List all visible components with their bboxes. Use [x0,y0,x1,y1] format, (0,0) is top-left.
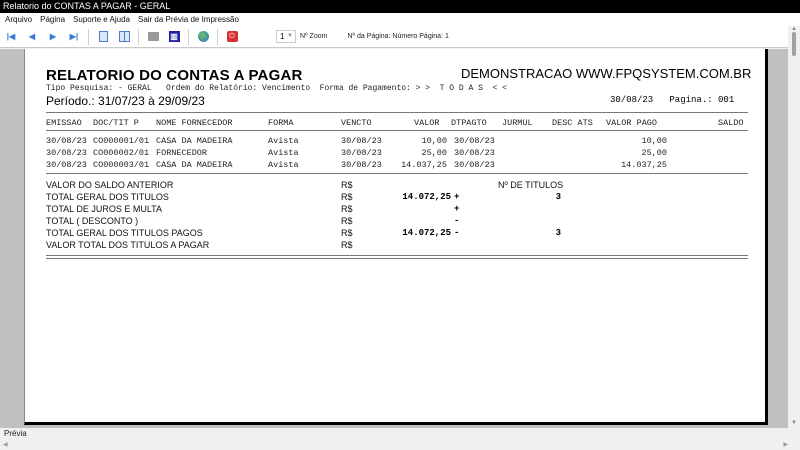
status-bar: Prévia [0,428,800,440]
summary-label: VALOR TOTAL DOS TITULOS A PAGAR [46,240,210,250]
divider [46,112,748,113]
row-valor-pago: 25,00 [641,148,667,158]
row-dtpagto: 30/08/23 [454,136,495,146]
two-pages-icon [119,31,130,42]
row-doc: CO000003/01 [93,160,150,170]
report-filters: Tipo Pesquisa: - GERAL Ordem do Relatório: Vencimento Forma de Pagamento: > > T O D A S < < [46,84,507,93]
col-vencto: VENCTO [341,118,372,128]
single-page-icon [99,31,108,42]
zoom-label: Nº Zoom [300,33,328,40]
row-nome: CASA DA MADEIRA [156,136,233,146]
zoom-select[interactable] [276,30,296,43]
summary-count: 3 [555,228,561,238]
menu-sair-previa[interactable]: Sair da Prévia de Impressão [137,15,239,24]
chevron-down-icon: ▼ [287,33,293,39]
summary-op: - [454,216,460,226]
row-forma: Avista [268,148,299,158]
row-dtpagto: 30/08/23 [454,160,495,170]
divider [46,173,748,174]
count-header: Nº DE TITULOS [498,180,564,190]
menu-bar [0,13,800,26]
arrow-left-icon: ◀ [28,32,36,41]
currency-label: R$ [341,180,353,190]
col-desc: DESC ATS [552,118,593,128]
power-icon: ⏻ [227,31,238,42]
preview-viewport [0,49,788,428]
arrow-right-icon: ▶ [49,32,57,41]
first-page-button[interactable] [4,30,18,44]
previous-page-button[interactable] [25,30,39,44]
report-demo-banner: DEMONSTRACAO WWW.FPQSYSTEM.COM.BR [461,66,752,81]
currency-label: R$ [341,192,353,202]
divider [46,130,748,131]
row-valor: 14.037,25 [401,160,447,170]
globe-icon [198,31,209,42]
currency-label: R$ [341,240,353,250]
close-preview-button[interactable] [225,30,239,44]
row-forma: Avista [268,136,299,146]
last-page-button[interactable] [67,30,81,44]
row-vencto: 30/08/23 [341,136,382,146]
row-nome: FORNECEDOR [156,148,208,158]
row-vencto: 30/08/23 [341,148,382,158]
horizontal-scrollbar[interactable] [0,440,800,450]
export-button[interactable] [196,30,210,44]
col-jurmul: JURMUL [502,118,533,128]
first-page-icon: |◀ [6,32,16,41]
report-title: RELATORIO DO CONTAS A PAGAR [46,67,303,84]
scroll-up-icon[interactable]: ▲ [791,26,797,32]
toolbar-separator [138,29,139,45]
scroll-thumb[interactable] [792,32,796,56]
summary-label: TOTAL ( DESCONTO ) [46,216,139,226]
scroll-left-icon[interactable]: ◀ [3,442,8,448]
currency-label: R$ [341,216,353,226]
summary-value: 14.072,25 [402,192,451,202]
row-doc: CO000001/01 [93,136,150,146]
row-nome: CASA DA MADEIRA [156,160,233,170]
toolbar-separator [188,29,189,45]
summary-label: TOTAL GERAL DOS TITULOS PAGOS [46,228,203,238]
next-page-button[interactable] [46,30,60,44]
row-vencto: 30/08/23 [341,160,382,170]
row-doc: CO000002/01 [93,148,150,158]
menu-suporte-ajuda[interactable]: Suporte e Ajuda [73,15,130,24]
summary-op: - [454,228,460,238]
row-forma: Avista [268,160,299,170]
row-valor-pago: 14.037,25 [621,160,667,170]
vertical-scrollbar[interactable] [788,26,800,428]
col-dtpagto: DTPAGTO [451,118,487,128]
page-number-label: Nº da Página: Número Página: 1 [347,33,449,40]
menu-arquivo[interactable]: Arquivo [5,15,33,24]
col-valor: VALOR [414,118,440,128]
window-title: Relatorio do CONTAS A PAGAR - GERAL [0,0,800,13]
row-valor: 10,00 [421,136,447,146]
row-valor: 25,00 [421,148,447,158]
summary-op: + [454,204,460,214]
summary-label: TOTAL DE JUROS E MULTA [46,204,163,214]
col-saldo: SALDO [718,118,744,128]
report-period: Período.: 31/07/23 à 29/09/23 [46,94,205,108]
report-page [24,49,768,425]
toolbar [0,26,788,48]
col-doc: DOC/TIT P [93,118,139,128]
scroll-right-icon[interactable]: ▶ [783,442,788,448]
single-page-button[interactable] [96,30,110,44]
report-date-page: 30/08/23 Pagina.: 001 [610,95,735,105]
summary-op: + [454,192,460,202]
printer-icon [148,32,159,41]
row-dtpagto: 30/08/23 [454,148,495,158]
summary-count: 3 [555,192,561,202]
zoom-value: 1 [280,32,285,41]
toolbar-separator [217,29,218,45]
summary-label: TOTAL GERAL DOS TITULOS [46,192,169,202]
menu-pagina[interactable]: Página [40,15,66,24]
scroll-down-icon[interactable]: ▼ [791,420,797,426]
currency-label: R$ [341,204,353,214]
row-valor-pago: 10,00 [641,136,667,146]
col-nome: NOME FORNECEDOR [156,118,233,128]
col-forma: FORMA [268,118,294,128]
col-valor-pago: VALOR PAGO [606,118,658,128]
double-divider [46,255,748,259]
margins-button[interactable] [167,30,181,44]
row-emissao: 30/08/23 [46,148,87,158]
two-pages-button[interactable] [117,30,131,44]
margins-icon: ▥ [170,32,178,41]
summary-value: 14.072,25 [402,228,451,238]
currency-label: R$ [341,228,353,238]
col-emissao: EMISSAO [46,118,82,128]
row-emissao: 30/08/23 [46,160,87,170]
last-page-icon: ▶| [69,32,79,41]
summary-label: VALOR DO SALDO ANTERIOR [46,180,174,190]
toolbar-separator [88,29,89,45]
row-emissao: 30/08/23 [46,136,87,146]
print-button[interactable] [146,30,160,44]
